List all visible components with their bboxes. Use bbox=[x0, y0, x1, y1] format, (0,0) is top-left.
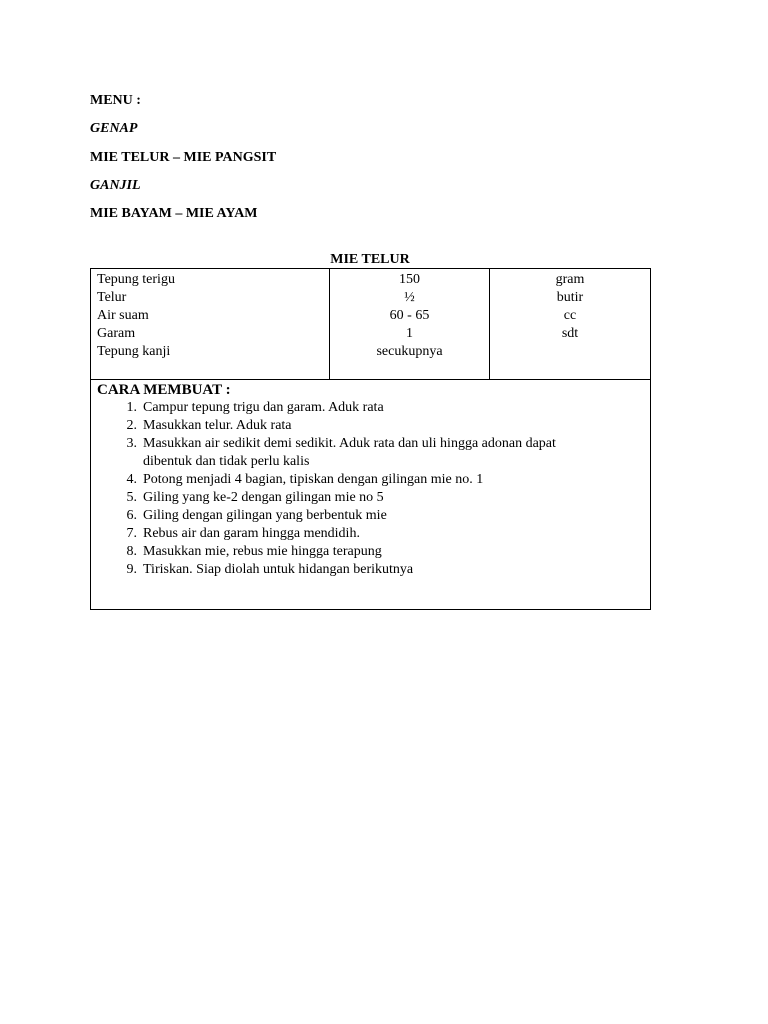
step-item bbox=[97, 525, 650, 543]
ingredient-qty: 60 - 65 bbox=[389, 308, 430, 323]
odd-day-menu: MIE BAYAM – MIE AYAM bbox=[90, 206, 258, 221]
recipe-table bbox=[90, 268, 651, 610]
even-day-label: GENAP bbox=[90, 121, 138, 136]
step-text: Giling dengan gilingan yang berbentuk mie bbox=[143, 508, 387, 523]
step-number: 3. bbox=[126, 436, 137, 451]
ingredient-name: Garam bbox=[97, 326, 136, 341]
steps-row bbox=[91, 380, 651, 610]
ingredient-units-cell bbox=[490, 269, 651, 380]
ingredients-row bbox=[91, 269, 651, 380]
step-text: Masukkan mie, rebus mie hingga terapung bbox=[143, 544, 382, 559]
step-item bbox=[97, 435, 650, 471]
steps-cell bbox=[91, 380, 651, 610]
step-number: 1. bbox=[126, 400, 137, 415]
step-item bbox=[97, 471, 650, 489]
ingredient-name: Telur bbox=[97, 290, 127, 305]
step-item bbox=[97, 417, 650, 435]
step-number: 8. bbox=[126, 544, 137, 559]
ingredient-unit: cc bbox=[563, 308, 577, 323]
ingredient-names-cell bbox=[91, 269, 330, 380]
step-text: Masukkan telur. Aduk rata bbox=[143, 418, 292, 433]
ingredient-quantities-cell bbox=[330, 269, 490, 380]
step-item bbox=[97, 543, 650, 561]
step-text: Rebus air dan garam hingga mendidih. bbox=[143, 526, 360, 541]
step-number: 7. bbox=[126, 526, 137, 541]
ingredient-name: Tepung kanji bbox=[97, 344, 171, 359]
ingredient-name: Tepung terigu bbox=[97, 272, 175, 287]
step-number: 5. bbox=[126, 490, 137, 505]
step-item bbox=[97, 561, 650, 579]
step-number: 4. bbox=[126, 472, 137, 487]
step-number: 6. bbox=[126, 508, 137, 523]
ingredient-qty: 1 bbox=[406, 326, 413, 341]
step-item bbox=[97, 507, 650, 525]
step-number: 2. bbox=[126, 418, 137, 433]
ingredient-unit: gram bbox=[555, 272, 585, 287]
recipe-title: MIE TELUR bbox=[330, 252, 410, 267]
ingredient-qty: ½ bbox=[404, 290, 415, 305]
step-text: Masukkan air sedikit demi sedikit. Aduk rata dan uli hingga adonan dapat dibentuk dan tidak perlu kalis bbox=[143, 436, 556, 469]
step-text: Tiriskan. Siap diolah untuk hidangan berikutnya bbox=[143, 562, 414, 577]
ingredient-name: Air suam bbox=[97, 308, 149, 323]
step-text: Giling yang ke-2 dengan gilingan mie no 5 bbox=[143, 490, 384, 505]
step-number: 9. bbox=[126, 562, 137, 577]
ingredient-unit bbox=[490, 343, 650, 361]
menu-label: MENU : bbox=[90, 93, 141, 108]
ingredient-qty: 150 bbox=[399, 272, 420, 287]
odd-day-label: GANJIL bbox=[90, 178, 141, 193]
steps-title: CARA MEMBUAT : bbox=[97, 382, 231, 398]
step-item bbox=[97, 399, 650, 417]
step-item bbox=[97, 489, 650, 507]
ingredient-unit: sdt bbox=[561, 326, 579, 341]
step-text: Campur tepung trigu dan garam. Aduk rata bbox=[143, 400, 384, 415]
ingredient-qty: secukupnya bbox=[376, 344, 443, 359]
even-day-menu: MIE TELUR – MIE PANGSIT bbox=[90, 150, 277, 165]
step-text: Potong menjadi 4 bagian, tipiskan dengan gilingan mie no. 1 bbox=[143, 472, 484, 487]
steps-list bbox=[97, 399, 650, 579]
ingredient-unit: butir bbox=[556, 290, 584, 305]
